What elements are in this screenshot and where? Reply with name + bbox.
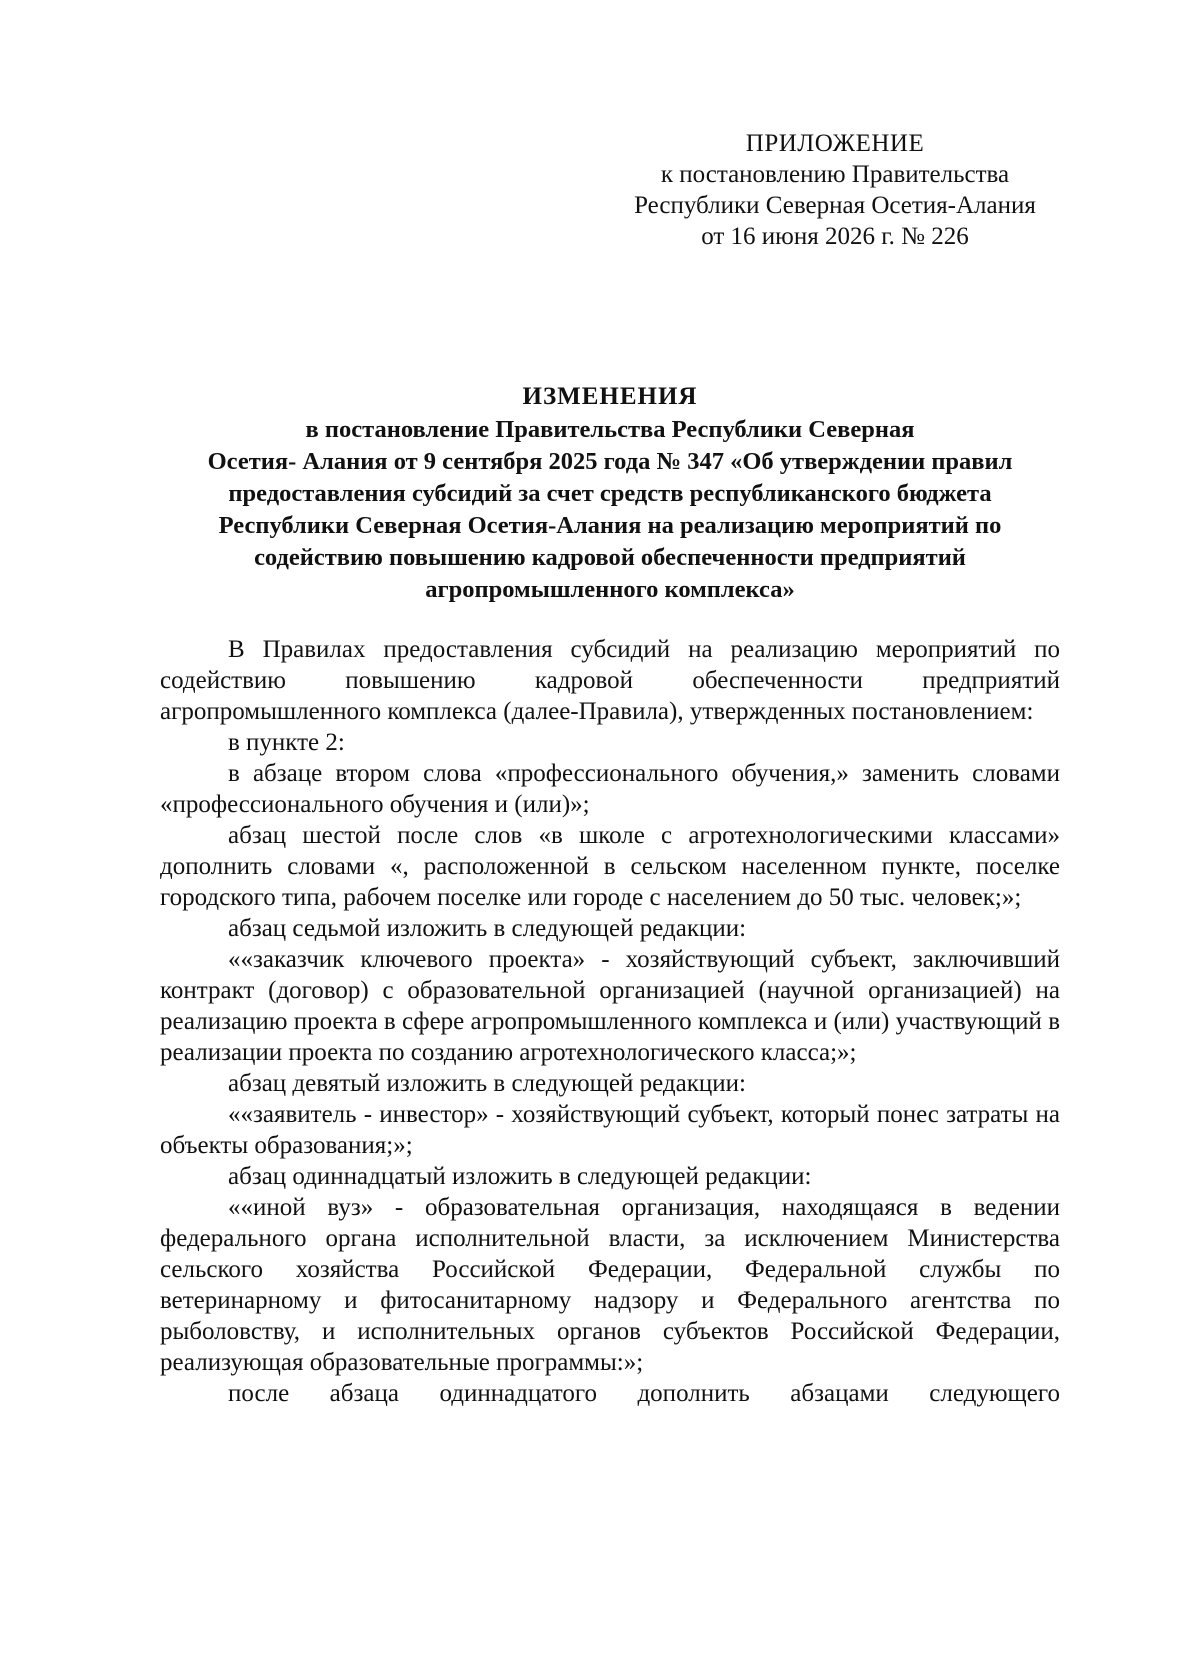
body-paragraph: абзац одиннадцатый изложить в следующей редакции: — [228, 1163, 812, 1190]
heading-line: агропромышленного комплекса» — [425, 576, 795, 603]
appendix-title: ПРИЛОЖЕНИЕ — [745, 130, 925, 157]
appendix-line-2: Республики Северная Осетия-Алания — [634, 192, 1036, 219]
appendix-line-3: от 16 июня 2026 г. № 226 — [701, 223, 969, 250]
document-body — [160, 634, 1060, 1409]
appendix-block — [600, 128, 1070, 252]
heading-title: ИЗМЕНЕНИЯ — [522, 383, 698, 410]
body-paragraph: ««заявитель - инвестор» - хозяйствующий субъект, который понес затраты на объекты образования;»; — [160, 1101, 1060, 1159]
heading-line: в постановление Правительства Республики Северная — [305, 416, 915, 443]
heading-line: содействию повышению кадровой обеспеченности предприятий — [254, 544, 966, 571]
appendix-line-1: к постановлению Правительства — [660, 161, 1010, 188]
document-heading — [150, 381, 1070, 606]
body-paragraph: ««заказчик ключевого проекта» - хозяйствующий субъект, заключивший контракт (договор) с образовательной организацией (научной организацией) на реализацию проекта в сфере агропромышленного комплекса и (или) участвующий в реализации проекта по созданию агротехнологического класса;»; — [160, 946, 1060, 1066]
body-paragraph: в пункте 2: — [228, 729, 345, 756]
body-paragraph: В Правилах предоставления субсидий на реализацию мероприятий по содействию повышению кадровой обеспеченности предприятий агропромышленного комплекса (далее-Правила), утвержденных постановлением: — [160, 636, 1060, 725]
body-paragraph: в абзаце втором слова «профессионального обучения,» заменить словами «профессионального обучения и (или)»; — [160, 760, 1060, 818]
body-paragraph: абзац седьмой изложить в следующей редакции: — [228, 915, 747, 942]
heading-line: Республики Северная Осетия-Алания на реализацию мероприятий по — [218, 512, 1002, 539]
body-paragraph: после абзаца одиннадцатого дополнить абзацами следующего — [228, 1380, 1060, 1407]
body-paragraph: абзац девятый изложить в следующей редакции: — [228, 1070, 746, 1097]
heading-line: предоставления субсидий за счет средств республиканского бюджета — [228, 480, 992, 507]
heading-line: Осетия- Алания от 9 сентября 2025 года № 347 «Об утверждении правил — [207, 448, 1013, 475]
body-paragraph: абзац шестой после слов «в школе с агротехнологическими классами» дополнить словами «, расположенной в сельском населенном пункте, поселке городского типа, рабочем поселке или городе с населением до 50 тыс. человек;»; — [160, 822, 1060, 911]
body-paragraph: ««иной вуз» - образовательная организация, находящаяся в ведении федерального органа исполнительной власти, за исключением Министерства сельского хозяйства Российской Федерации, Федеральной службы по ветеринарному и фитосанитарному надзору и Федерального агентства по рыболовству, и исполнительных органов субъектов Российской Федерации, реализующая образовательные программы:»; — [160, 1194, 1060, 1376]
